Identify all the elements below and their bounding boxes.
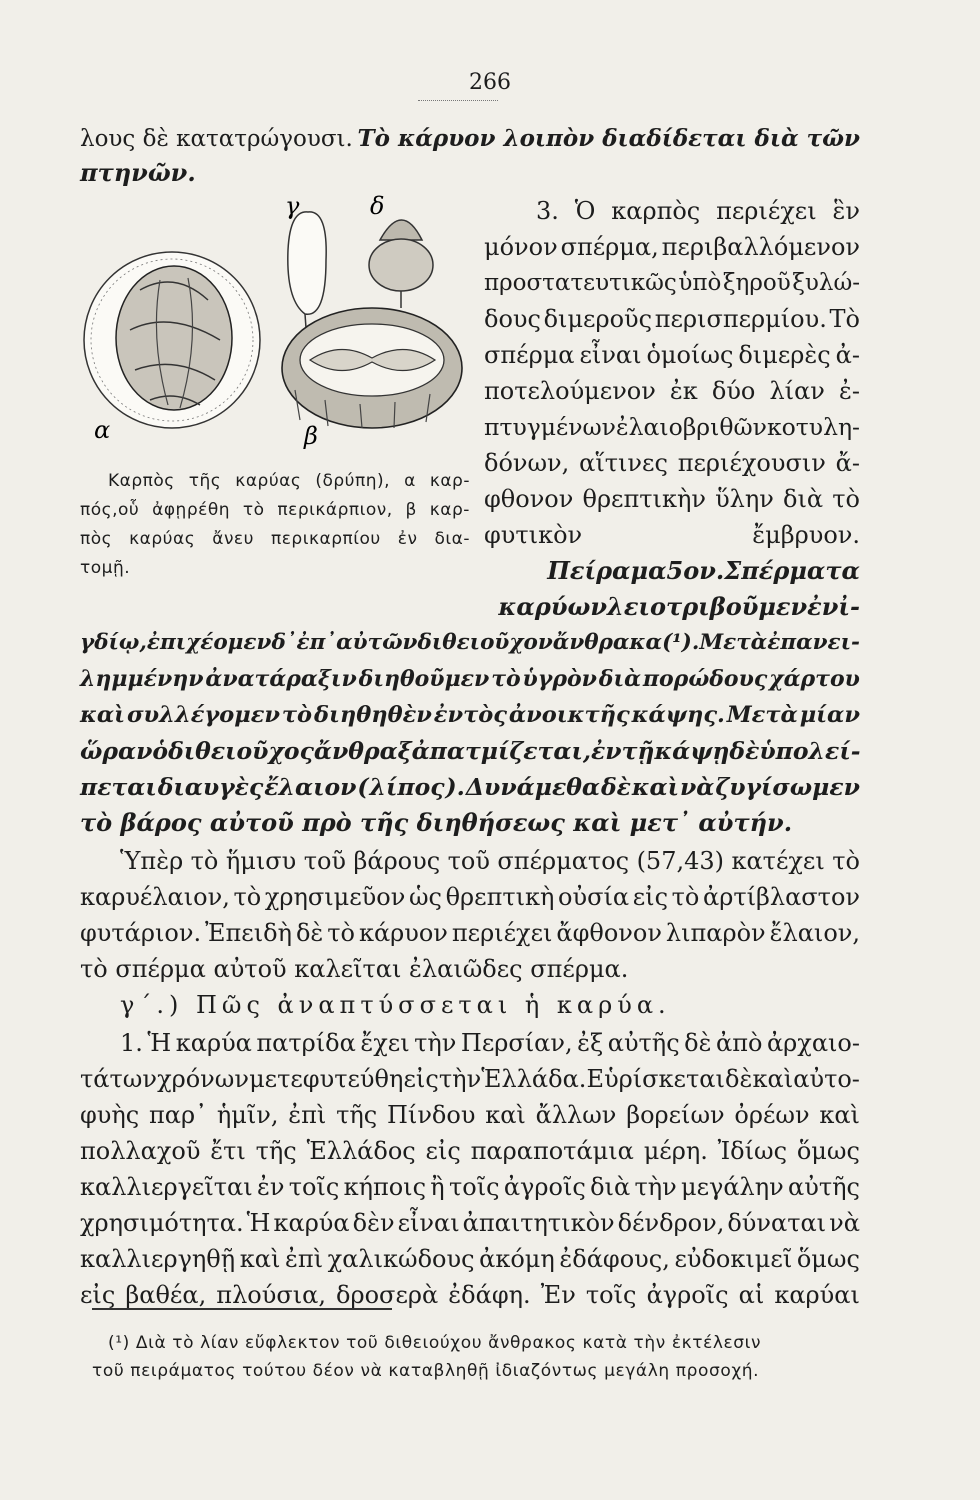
experiment-line: γδίῳ,ἐπιχέομεν δ᾽ἐπ᾽ αὐτῶν διθειοῦχον ἄνθρακα(¹).Μετὰ ἐπανει- bbox=[80, 630, 860, 655]
opened-nut-shell-image bbox=[369, 220, 433, 308]
body-line: φυτάριον. Ἐπειδὴ δὲ τὸ κάρυον περιέχει ἄφθονον λιπαρὸν ἔλαιον, bbox=[80, 919, 860, 947]
experiment-line: τὸ βάρος αὐτοῦ πρὸ τῆς διηθήσεως καὶ μετ᾽ αὐτήν. bbox=[80, 808, 793, 837]
figure-label-delta: δ bbox=[370, 192, 385, 220]
intro-line-1 bbox=[80, 124, 860, 154]
body-line: 1. Ἡ καρύα πατρίδα ἔχει τὴν Περσίαν, ἐξ αὐτῆς δὲ ἀπὸ ἀρχαιο- bbox=[120, 1029, 860, 1057]
experiment-line: καὶ συλλέγομεν τὸ διηθηθὲν ἐντὸς ἀνοικτῆς κάψης. Μετὰ μίαν bbox=[80, 702, 860, 728]
body-line: τὸ σπέρμα αὐτοῦ καλεῖται ἐλαιῶδες σπέρμα. bbox=[80, 955, 629, 983]
intro-bold-continuation: πτηνῶν. bbox=[80, 158, 196, 187]
page-number: 266 bbox=[469, 70, 511, 95]
right-column-line: ποτελούμενον ἐκ δύο λίαν ἐ- bbox=[484, 377, 860, 405]
body-line: καρυέλαιον, τὸ χρησιμεῦον ὡς θρεπτικὴ οὐσία εἰς τὸ ἀρτίβλαστον bbox=[80, 883, 860, 911]
right-column-line: 3. Ὁ καρπὸς περιέχει ἓν bbox=[536, 197, 860, 225]
figure-caption-line: Καρπὸς τῆς καρύας (δρύπη), α καρ- bbox=[108, 471, 470, 491]
experiment-line: πεται διαυγὲς ἔλαιον ( λίπος ). Δυνάμεθα δὲ καὶ νὰ ζυγίσωμεν bbox=[80, 773, 860, 801]
page-number-rule bbox=[418, 100, 498, 101]
body-line: καλλιεργεῖται ἐν τοῖς κήποις ἢ τοῖς ἀγροῖς διὰ τὴν μεγάλην αὐτῆς bbox=[80, 1173, 860, 1201]
right-column-line: προστατευτικῶς ὑπὸ ξηροῦ ξυλώ- bbox=[484, 270, 860, 296]
walnut-cross-section-image bbox=[282, 308, 462, 428]
figure-caption-line: πὸς καρύας ἄνευ περικαρπίου ἐν δια- bbox=[80, 529, 470, 549]
footnote-line: τοῦ πειράματος τούτου δέον νὰ καταβληθῇ ἰδιαζόντως μεγάλη προσοχή. bbox=[92, 1361, 760, 1381]
right-column-line: δόνων, αἵτινες περιέχουσιν ἄ- bbox=[484, 449, 860, 477]
figure-label-alpha: α bbox=[94, 416, 111, 444]
body-line: χρησιμότητα. Ἡ καρύα δὲν εἶναι ἀπαιτητικὸν δένδρον, δύναται νὰ bbox=[80, 1209, 860, 1237]
experiment-title: Πείραμα 5ον. Σπέρματα bbox=[547, 556, 860, 585]
intro-plain-text: λους δὲ κατατρώγουσι. bbox=[80, 126, 353, 152]
right-column-line: δους διμεροῦς περισπερμίου. Τὸ bbox=[484, 305, 860, 333]
body-line: πολλαχοῦ ἔτι τῆς Ἑλλάδος εἰς παραποτάμια μέρη. Ἰδίως ὅμως bbox=[80, 1137, 860, 1165]
experiment-line: ὥραν ὁ διθειοῦχος ἄνθραξ ἀπατμίζεται, ἐν τῇ κάψῃ δὲ ὑπολεί- bbox=[80, 737, 861, 765]
walnut-figure bbox=[80, 190, 475, 460]
body-line: εἰς βαθέα, πλούσια, δροσερὰ ἐδάφη. Ἐν τοῖς ἀγροῖς αἱ καρύαι bbox=[80, 1281, 860, 1309]
seed-outline-image bbox=[288, 212, 326, 328]
right-column-line: μόνον σπέρμα, περιβαλλόμενον bbox=[484, 233, 860, 261]
footnote-rule bbox=[92, 1308, 392, 1310]
experiment-line: καρύων λειοτριβοῦμεν ἐν ἰ- bbox=[498, 592, 860, 621]
figure-caption-line: πός,οὗ ἀφῃρέθη τὸ περικάρπιον, β καρ- bbox=[80, 500, 470, 520]
section-heading: γ΄.) Πῶς ἀναπτύσσεται ἡ καρύα. bbox=[120, 991, 671, 1019]
body-line: τάτων χρόνων μετεφυτεύθη εἰς τὴν Ἑλλάδα. Εὑρίσκεται δὲ καὶ αὐτο- bbox=[80, 1065, 860, 1093]
right-column-line: φυτικὸν ἔμβρυον. bbox=[484, 521, 860, 549]
walnut-fruit-drupe-image bbox=[84, 252, 260, 428]
figure-label-beta: β bbox=[304, 422, 318, 450]
intro-line-2 bbox=[80, 158, 860, 188]
intro-bold-text: Τὸ κάρυον λοιπὸν διαδίδεται διὰ τῶν bbox=[357, 125, 860, 152]
right-column-line: πτυγμένων ἐλαιοβριθῶν κοτυλη- bbox=[484, 413, 860, 441]
figure-label-gamma: γ bbox=[285, 192, 300, 220]
body-line: φυὴς παρ᾽ ἡμῖν, ἐπὶ τῆς Πίνδου καὶ ἄλλων βορείων ὀρέων καὶ bbox=[80, 1101, 860, 1129]
footnote-line: (¹) Διὰ τὸ λίαν εὔφλεκτον τοῦ διθειούχου ἄνθρακος κατὰ τὴν ἐκτέλεσιν bbox=[108, 1333, 762, 1353]
body-line: Ὑπὲρ τὸ ἥμισυ τοῦ βάρους τοῦ σπέρματος (57,43) κατέχει τὸ bbox=[120, 847, 860, 875]
body-line: καλλιεργηθῇ καὶ ἐπὶ χαλικώδους ἀκόμη ἐδάφους, εὐδοκιμεῖ ὅμως bbox=[80, 1245, 860, 1273]
right-column-line: φθονον θρεπτικὴν ὕλην διὰ τὸ bbox=[484, 485, 860, 513]
right-column-line: σπέρμα εἶναι ὁμοίως διμερὲς ἀ- bbox=[484, 341, 860, 369]
experiment-line: λημμένην ἀνατάραξιν διηθοῦμεν τὸ ὑγρὸν διὰ πορώδους χάρτου bbox=[80, 666, 860, 692]
figure-caption-line: τομῇ. bbox=[80, 558, 131, 578]
